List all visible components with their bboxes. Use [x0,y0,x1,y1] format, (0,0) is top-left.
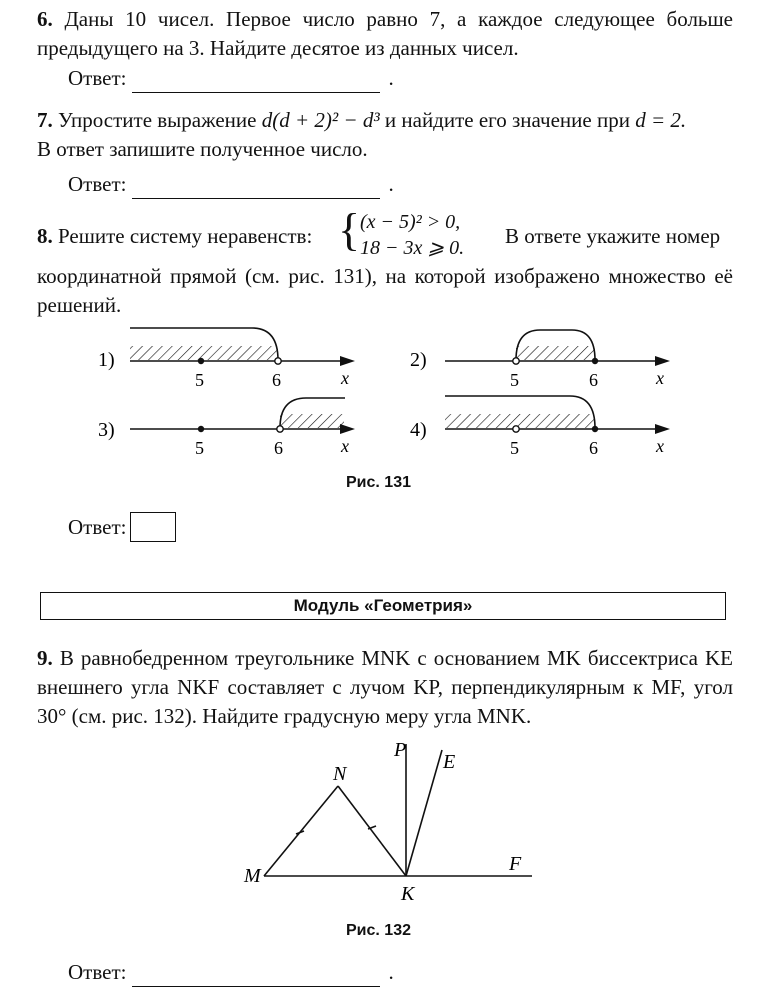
answer-row-6: Ответ: . [68,64,394,93]
task-text: В ответе укажите номер [505,224,721,248]
answer-row-9: Ответ: . [68,958,394,987]
option-label: 4) [410,419,427,441]
open-point [275,358,281,364]
filled-point [198,426,204,432]
point-label-p: P [394,739,407,761]
arrow-icon [655,424,670,434]
figure-132 [0,730,768,910]
expression: d(d + 2)² − d³ [261,108,380,132]
task-text: В равнобедренном треугольнике MNK с основанием MK биссектриса KE внешнего угла NKF составляет с лучом KP, перпендикулярным к MF, угол 30° (см. рис. 132). Найдите градусную меру угла MNK. [37,646,734,728]
option-label: 1) [98,349,115,371]
answer-box[interactable] [130,512,176,542]
answer-input[interactable] [132,74,380,93]
answer-label: Ответ: [68,66,127,90]
arrow-icon [340,424,355,434]
point-label-n: N [333,763,347,785]
tick-label: 6 [589,370,598,390]
filled-point [592,426,598,432]
filled-point [198,358,204,364]
option-label: 3) [98,419,115,441]
number-line-2 [410,330,670,390]
point-label-e: E [443,751,456,773]
task-text: и найдите его значение при [379,108,636,132]
answer-label: Ответ: [68,514,127,539]
task-number: 9. [37,646,53,670]
side-nk [338,786,406,876]
answer-label: Ответ: [68,172,127,196]
filled-point [592,358,598,364]
ray-ke [406,750,442,876]
answer-row-8 [68,512,176,542]
inequality-1: (x − 5)² > 0, [360,211,461,233]
arrow-icon [655,356,670,366]
arrow-icon [340,356,355,366]
side-mn [264,786,338,876]
axis-label: x [656,368,664,388]
hatched-region [130,346,278,360]
inequality-2: 18 − 3x ⩾ 0. [360,237,465,259]
point-label-m: M [244,865,261,887]
hatched-region [445,414,595,428]
answer-row-7: Ответ: . [68,170,394,199]
task-6 [37,5,733,63]
task-text: В ответ запишите полученное число. [37,137,368,161]
answer-input[interactable] [132,968,380,987]
tick-label: 6 [274,438,283,458]
answer-label: Ответ: [68,960,127,984]
tick-label: 5 [510,438,519,458]
axis-label: x [341,436,349,456]
option-label: 2) [410,349,427,371]
tick-label: 6 [589,438,598,458]
tick-label: 5 [195,370,204,390]
task-text: координатной прямой (см. рис. 131), на которой изображено множество её решений. [37,264,733,317]
number-line-3 [98,398,355,458]
task-number: 6. [37,7,53,31]
task-text: Упростите выражение [58,108,262,132]
figure-131 [0,310,768,460]
open-point [513,358,519,364]
task-number: 7. [37,108,53,132]
open-point [277,426,283,432]
task-number: 8. [37,224,53,248]
number-line-4 [410,396,670,458]
hatched-region [280,414,344,428]
tick-label: 6 [272,370,281,390]
axis-label: x [656,436,664,456]
task-text: Решите систему неравенств: [58,224,313,248]
answer-input[interactable] [132,180,380,199]
point-label-f: F [509,853,522,875]
hatched-region [516,346,595,360]
figure-caption: Рис. 131 [346,474,411,491]
task-7 [37,106,733,164]
open-point [513,426,519,432]
tick-label: 5 [195,438,204,458]
figure-caption: Рис. 132 [346,922,411,939]
condition: d = 2. [635,108,687,132]
brace-icon: { [338,204,361,255]
number-line-1 [98,328,355,390]
module-header: Модуль «Геометрия» [40,592,726,620]
tick-label: 5 [510,370,519,390]
task-9 [37,644,733,731]
axis-label: x [341,368,349,388]
point-label-k: K [401,883,415,905]
task-text: Даны 10 чисел. Первое число равно 7, а каждое следующее больше предыдущего на 3. Найдите десятое из данных чисел. [37,7,733,60]
